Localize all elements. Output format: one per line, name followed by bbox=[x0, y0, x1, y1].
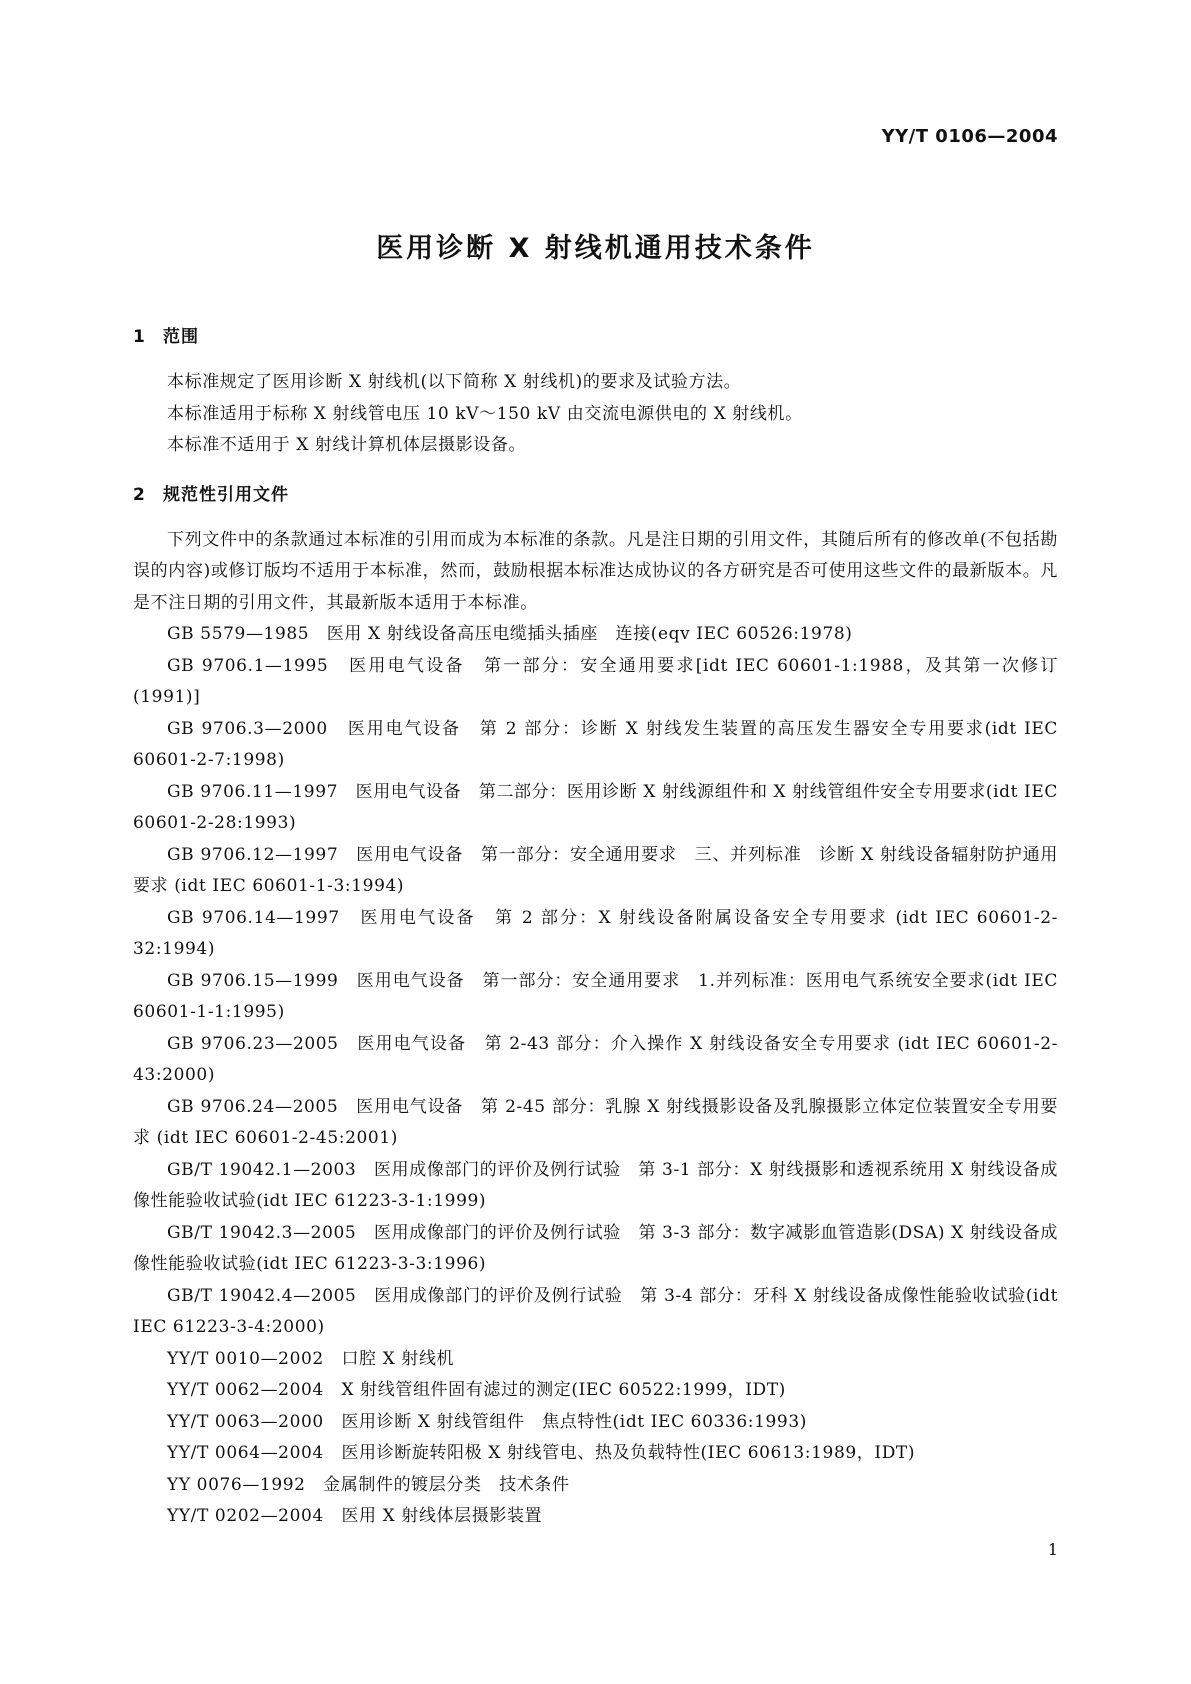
document-body bbox=[133, 322, 1058, 1533]
reference-item: GB/T 19042.1—2003 医用成像部门的评价及例行试验 第 3-1 部分：X 射线摄影和透视系统用 X 射线设备成像性能验收试验(idt IEC 61223-3-1:1999) bbox=[133, 1159, 1058, 1211]
reference-item: GB/T 19042.4—2005 医用成像部门的评价及例行试验 第 3-4 部分：牙科 X 射线设备成像性能验收试验(idt IEC 61223-3-4:2000) bbox=[133, 1285, 1058, 1337]
reference-item: GB 9706.15—1999 医用电气设备 第一部分：安全通用要求 1.并列标准：医用电气系统安全要求(idt IEC 60601-1-1:1995) bbox=[133, 970, 1058, 1022]
scope-paragraph: 本标准适用于标称 X 射线管电压 10 kV～150 kV 由交流电源供电的 X 射线机。 bbox=[167, 403, 803, 424]
reference-item: YY/T 0010—2002 口腔 X 射线机 bbox=[167, 1348, 455, 1369]
section-number: 1 bbox=[133, 327, 146, 347]
section-scope bbox=[133, 322, 1058, 462]
reference-item: GB 9706.1—1995 医用电气设备 第一部分：安全通用要求[idt IEC 60601-1:1988，及其第一次修订(1991)] bbox=[133, 655, 1058, 707]
document-title: 医用诊断 X 射线机通用技术条件 bbox=[376, 233, 815, 264]
standard-code: YY/T 0106—2004 bbox=[881, 126, 1058, 147]
reference-item: GB 5579—1985 医用 X 射线设备高压电缆插头插座 连接(eqv IEC 60526:1978) bbox=[167, 624, 853, 644]
reference-item: GB 9706.23—2005 医用电气设备 第 2-43 部分：介入操作 X 射线设备安全专用要求 (idt IEC 60601-2-43:2000) bbox=[133, 1033, 1058, 1085]
page-number: 1 bbox=[1047, 1540, 1058, 1559]
reference-item: GB/T 19042.3—2005 医用成像部门的评价及例行试验 第 3-3 部分：数字减影血管造影(DSA) X 射线设备成像性能验收试验(idt IEC 61223-3-3:1996) bbox=[133, 1222, 1058, 1274]
reference-item: YY 0076—1992 金属制件的镀层分类 技术条件 bbox=[167, 1474, 570, 1495]
reference-item: YY/T 0063—2000 医用诊断 X 射线管组件 焦点特性(idt IEC 60336:1993) bbox=[167, 1411, 807, 1432]
section-number: 2 bbox=[133, 484, 146, 505]
reference-item: GB 9706.24—2005 医用电气设备 第 2-45 部分：乳腺 X 射线摄影设备及乳腺摄影立体定位装置安全专用要求 (idt IEC 60601-2-45:2001) bbox=[133, 1096, 1058, 1148]
section-title: 范围 bbox=[163, 327, 199, 347]
reference-item: GB 9706.11—1997 医用电气设备 第二部分：医用诊断 X 射线源组件和 X 射线管组件安全专用要求(idt IEC 60601-2-28:1993) bbox=[133, 781, 1058, 833]
reference-item: YY/T 0062—2004 X 射线管组件固有滤过的测定(IEC 60522:1999，IDT) bbox=[167, 1380, 786, 1400]
reference-item: GB 9706.12—1997 医用电气设备 第一部分：安全通用要求 三、并列标准 诊断 X 射线设备辐射防护通用要求 (idt IEC 60601-1-3:1994) bbox=[133, 844, 1058, 896]
section-heading-references bbox=[133, 480, 1058, 505]
section-normative-references bbox=[133, 480, 1058, 1533]
reference-item: GB 9706.14—1997 医用电气设备 第 2 部分：X 射线设备附属设备安全专用要求 (idt IEC 60601-2-32:1994) bbox=[133, 907, 1058, 959]
reference-item: YY/T 0202—2004 医用 X 射线体层摄影装置 bbox=[167, 1506, 543, 1526]
section-heading-scope bbox=[133, 322, 1058, 347]
reference-item: GB 9706.3—2000 医用电气设备 第 2 部分：诊断 X 射线发生装置的高压发生器安全专用要求(idt IEC 60601-2-7:1998) bbox=[133, 718, 1058, 770]
reference-item: YY/T 0064—2004 医用诊断旋转阳极 X 射线管电、热及负载特性(IEC 60613:1989，IDT) bbox=[167, 1443, 916, 1463]
scope-paragraph: 本标准规定了医用诊断 X 射线机(以下简称 X 射线机)的要求及试验方法。 bbox=[167, 372, 742, 392]
references-intro: 下列文件中的条款通过本标准的引用而成为本标准的条款。凡是注日期的引用文件，其随后所有的修改单(不包括勘误的内容)或修订版均不适用于本标准，然而，鼓励根据本标准达成协议的各方研究是否可使用这些文件的最新版本。凡是不注日期的引用文件，其最新版本适用于本标准。 bbox=[133, 529, 1058, 613]
section-title: 规范性引用文件 bbox=[163, 484, 289, 505]
scope-paragraph: 本标准不适用于 X 射线计算机体层摄影设备。 bbox=[167, 435, 527, 455]
